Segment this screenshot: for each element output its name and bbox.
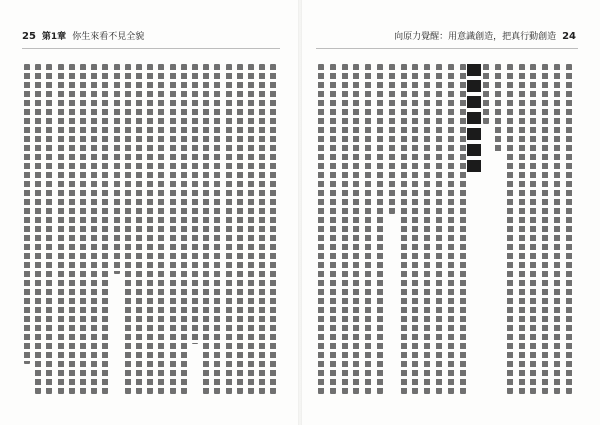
- chapter-label: 第1章: [41, 32, 67, 42]
- text-column: [495, 64, 501, 154]
- text-column: [91, 64, 97, 394]
- text-column: [136, 64, 142, 394]
- right-header-rule: [316, 48, 578, 49]
- text-column: [214, 64, 220, 394]
- text-column: [114, 64, 120, 274]
- text-column: [147, 64, 153, 394]
- text-column: [259, 64, 265, 394]
- left-header-rule: [22, 48, 280, 49]
- text-column: [412, 64, 418, 394]
- section-heading: [467, 64, 481, 174]
- text-column: [389, 64, 395, 214]
- text-column: [203, 64, 209, 394]
- text-column: [24, 64, 30, 364]
- text-column: [436, 64, 442, 394]
- text-column: [566, 64, 572, 394]
- right-page-header: [394, 30, 576, 44]
- text-column: [181, 64, 187, 394]
- text-column: [35, 64, 41, 394]
- book-title: 向原力覺醒：用意識創造，把真行動創造: [394, 32, 557, 42]
- text-column: [377, 64, 383, 394]
- text-column: [248, 64, 254, 394]
- text-column: [330, 64, 336, 394]
- text-column: [365, 64, 371, 394]
- text-column: [353, 64, 359, 394]
- text-column: [80, 64, 86, 394]
- text-column: [125, 64, 131, 394]
- text-column: [448, 64, 454, 394]
- text-column: [58, 64, 64, 394]
- text-column: [170, 64, 176, 394]
- text-column: [519, 64, 525, 394]
- text-column: [483, 64, 489, 124]
- text-column: [270, 64, 276, 394]
- text-column: [46, 64, 52, 394]
- text-column: [318, 64, 324, 394]
- text-column: [102, 64, 108, 394]
- text-column: [507, 64, 513, 394]
- text-column: [192, 64, 198, 344]
- chapter-title: 你生來看不見全貌: [72, 32, 145, 42]
- right-page: [300, 0, 600, 425]
- text-column: [460, 64, 466, 394]
- text-column: [237, 64, 243, 394]
- text-column: [158, 64, 164, 394]
- text-column: [342, 64, 348, 394]
- text-column: [424, 64, 430, 394]
- left-page-header: [22, 30, 144, 44]
- text-column: [69, 64, 75, 394]
- text-column: [530, 64, 536, 394]
- text-column: [542, 64, 548, 394]
- text-column: [226, 64, 232, 394]
- text-column: [554, 64, 560, 394]
- text-column: [401, 64, 407, 394]
- right-page-number: 24: [562, 31, 576, 42]
- left-page-number: 25: [22, 31, 36, 42]
